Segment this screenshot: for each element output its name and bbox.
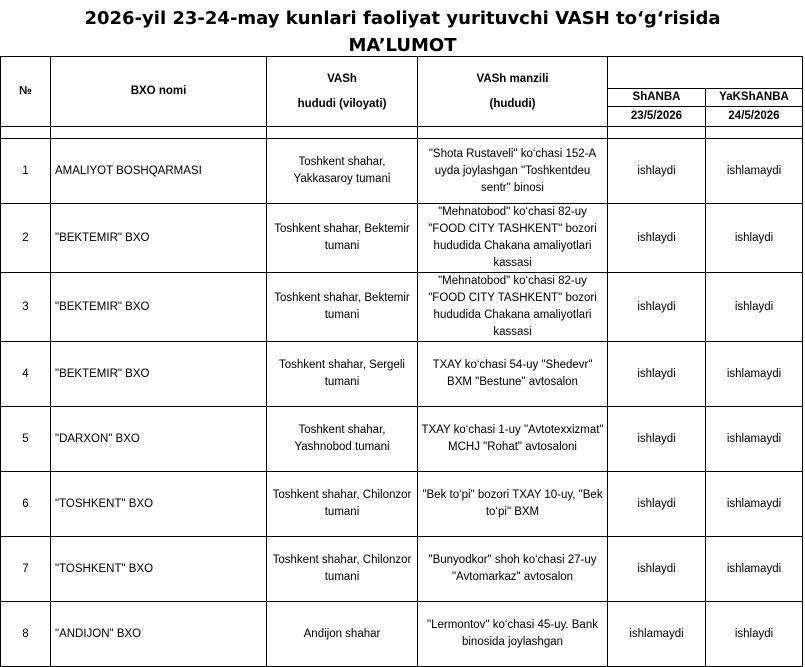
table-row [1,204,803,273]
row-saturday-status: ishlaydi [608,407,706,472]
row-bxo-name: "TOSHKENT" BXO [51,537,267,602]
row-sunday-status: ishlamaydi [706,342,803,407]
row-address: "Mehnatobod" ko‘chasi 82-uy "FOOD CITY TASHKENT" bozori hududida Chakana amaliyotlari kassasi [418,204,608,273]
spacer-row [1,127,803,139]
row-number: 1 [1,139,51,204]
row-sunday-status: ishlamaydi [706,537,803,602]
row-region: Toshkent shahar, Bektemir tumani [267,273,418,342]
row-region: Toshkent shahar, Sergeli tumani [267,342,418,407]
row-bxo-name: "BEKTEMIR" BXO [51,342,267,407]
row-number: 2 [1,204,51,273]
table-row [1,139,803,204]
row-region: Toshkent shahar, Yakkasaroy tumani [267,139,418,204]
row-region: Andijon shahar [267,602,418,667]
header-address [418,57,608,127]
row-address: "Shota Rustaveli" ko‘chasi 152-A uyda joylashgan "Toshkentdeu sentr" binosi [418,139,608,204]
row-address: TXAY ko‘chasi 1-uy "Avtotexxizmat" MCHJ "Rohat" avtosaloni [418,407,608,472]
row-sunday-status: ishlamaydi [706,472,803,537]
header-address-bottom: (hududi) [489,97,536,110]
header-day1-name: ShANBA [608,89,706,107]
row-region: Toshkent shahar, Yashnobod tumani [267,407,418,472]
row-number: 6 [1,472,51,537]
row-number: 5 [1,407,51,472]
header-region-top: VASh [327,72,357,85]
header-region [267,57,418,127]
header-number: № [1,57,51,127]
table-row [1,472,803,537]
title-line-1: 2026-yil 23-24-may kunlari faoliyat yurituvchi VASH to‘g‘risida [84,8,721,29]
row-number: 7 [1,537,51,602]
row-bxo-name: "TOSHKENT" BXO [51,472,267,537]
row-address: "Bek to‘pi" bozori TXAY 10-uy, "Bek to‘pi" BXM [418,472,608,537]
header-region-bottom: hududi (viloyati) [297,97,387,110]
row-bxo-name: "DARXON" BXO [51,407,267,472]
row-region: Toshkent shahar, Chilonzor tumani [267,472,418,537]
row-saturday-status: ishlaydi [608,139,706,204]
row-bxo-name: AMALIYOT BOSHQARMASI [51,139,267,204]
row-saturday-status: ishlaydi [608,273,706,342]
title-line-2: MA’LUMOT [348,35,457,56]
row-sunday-status: ishlaydi [706,204,803,273]
row-sunday-status: ishlaydi [706,273,803,342]
row-number: 8 [1,602,51,667]
row-sunday-status: ishlaydi [706,602,803,667]
header-bxo-name: BXO nomi [51,57,267,127]
row-address: "Lermontov" ko‘chasi 45-uy. Bank binosida joylashgan [418,602,608,667]
row-bxo-name: "BEKTEMIR" BXO [51,273,267,342]
header-day2-name: YaKShANBA [706,89,803,107]
row-bxo-name: "BEKTEMIR" BXO [51,204,267,273]
row-region: Toshkent shahar, Chilonzor tumani [267,537,418,602]
table-row [1,537,803,602]
table-row [1,342,803,407]
row-bxo-name: "ANDIJON" BXO [51,602,267,667]
row-saturday-status: ishlaydi [608,342,706,407]
row-address: "Bunyodkor" shoh ko‘chasi 27-uy "Avtomarkaz" avtosalon [418,537,608,602]
row-address: TXAY ko‘chasi 54-uy "Shedevr" BXM "Bestune" avtosalon [418,342,608,407]
table-row [1,407,803,472]
row-sunday-status: ishlamaydi [706,139,803,204]
row-saturday-status: ishlaydi [608,204,706,273]
row-number: 4 [1,342,51,407]
header-days-group [608,57,803,89]
header-day2-date: 24/5/2026 [706,107,803,127]
table-row [1,273,803,342]
table-row [1,602,803,667]
row-saturday-status: ishlaydi [608,472,706,537]
row-saturday-status: ishlamaydi [608,602,706,667]
header-address-top: VASh manzili [476,72,549,85]
header-day1-date: 23/5/2026 [608,107,706,127]
row-number: 3 [1,273,51,342]
row-address: "Mehnatobod" ko‘chasi 82-uy "FOOD CITY TASHKENT" bozori hududida Chakana amaliyotlari kassasi [418,273,608,342]
row-saturday-status: ishlaydi [608,537,706,602]
schedule-table [0,56,803,667]
row-region: Toshkent shahar, Bektemir tumani [267,204,418,273]
row-sunday-status: ishlamaydi [706,407,803,472]
